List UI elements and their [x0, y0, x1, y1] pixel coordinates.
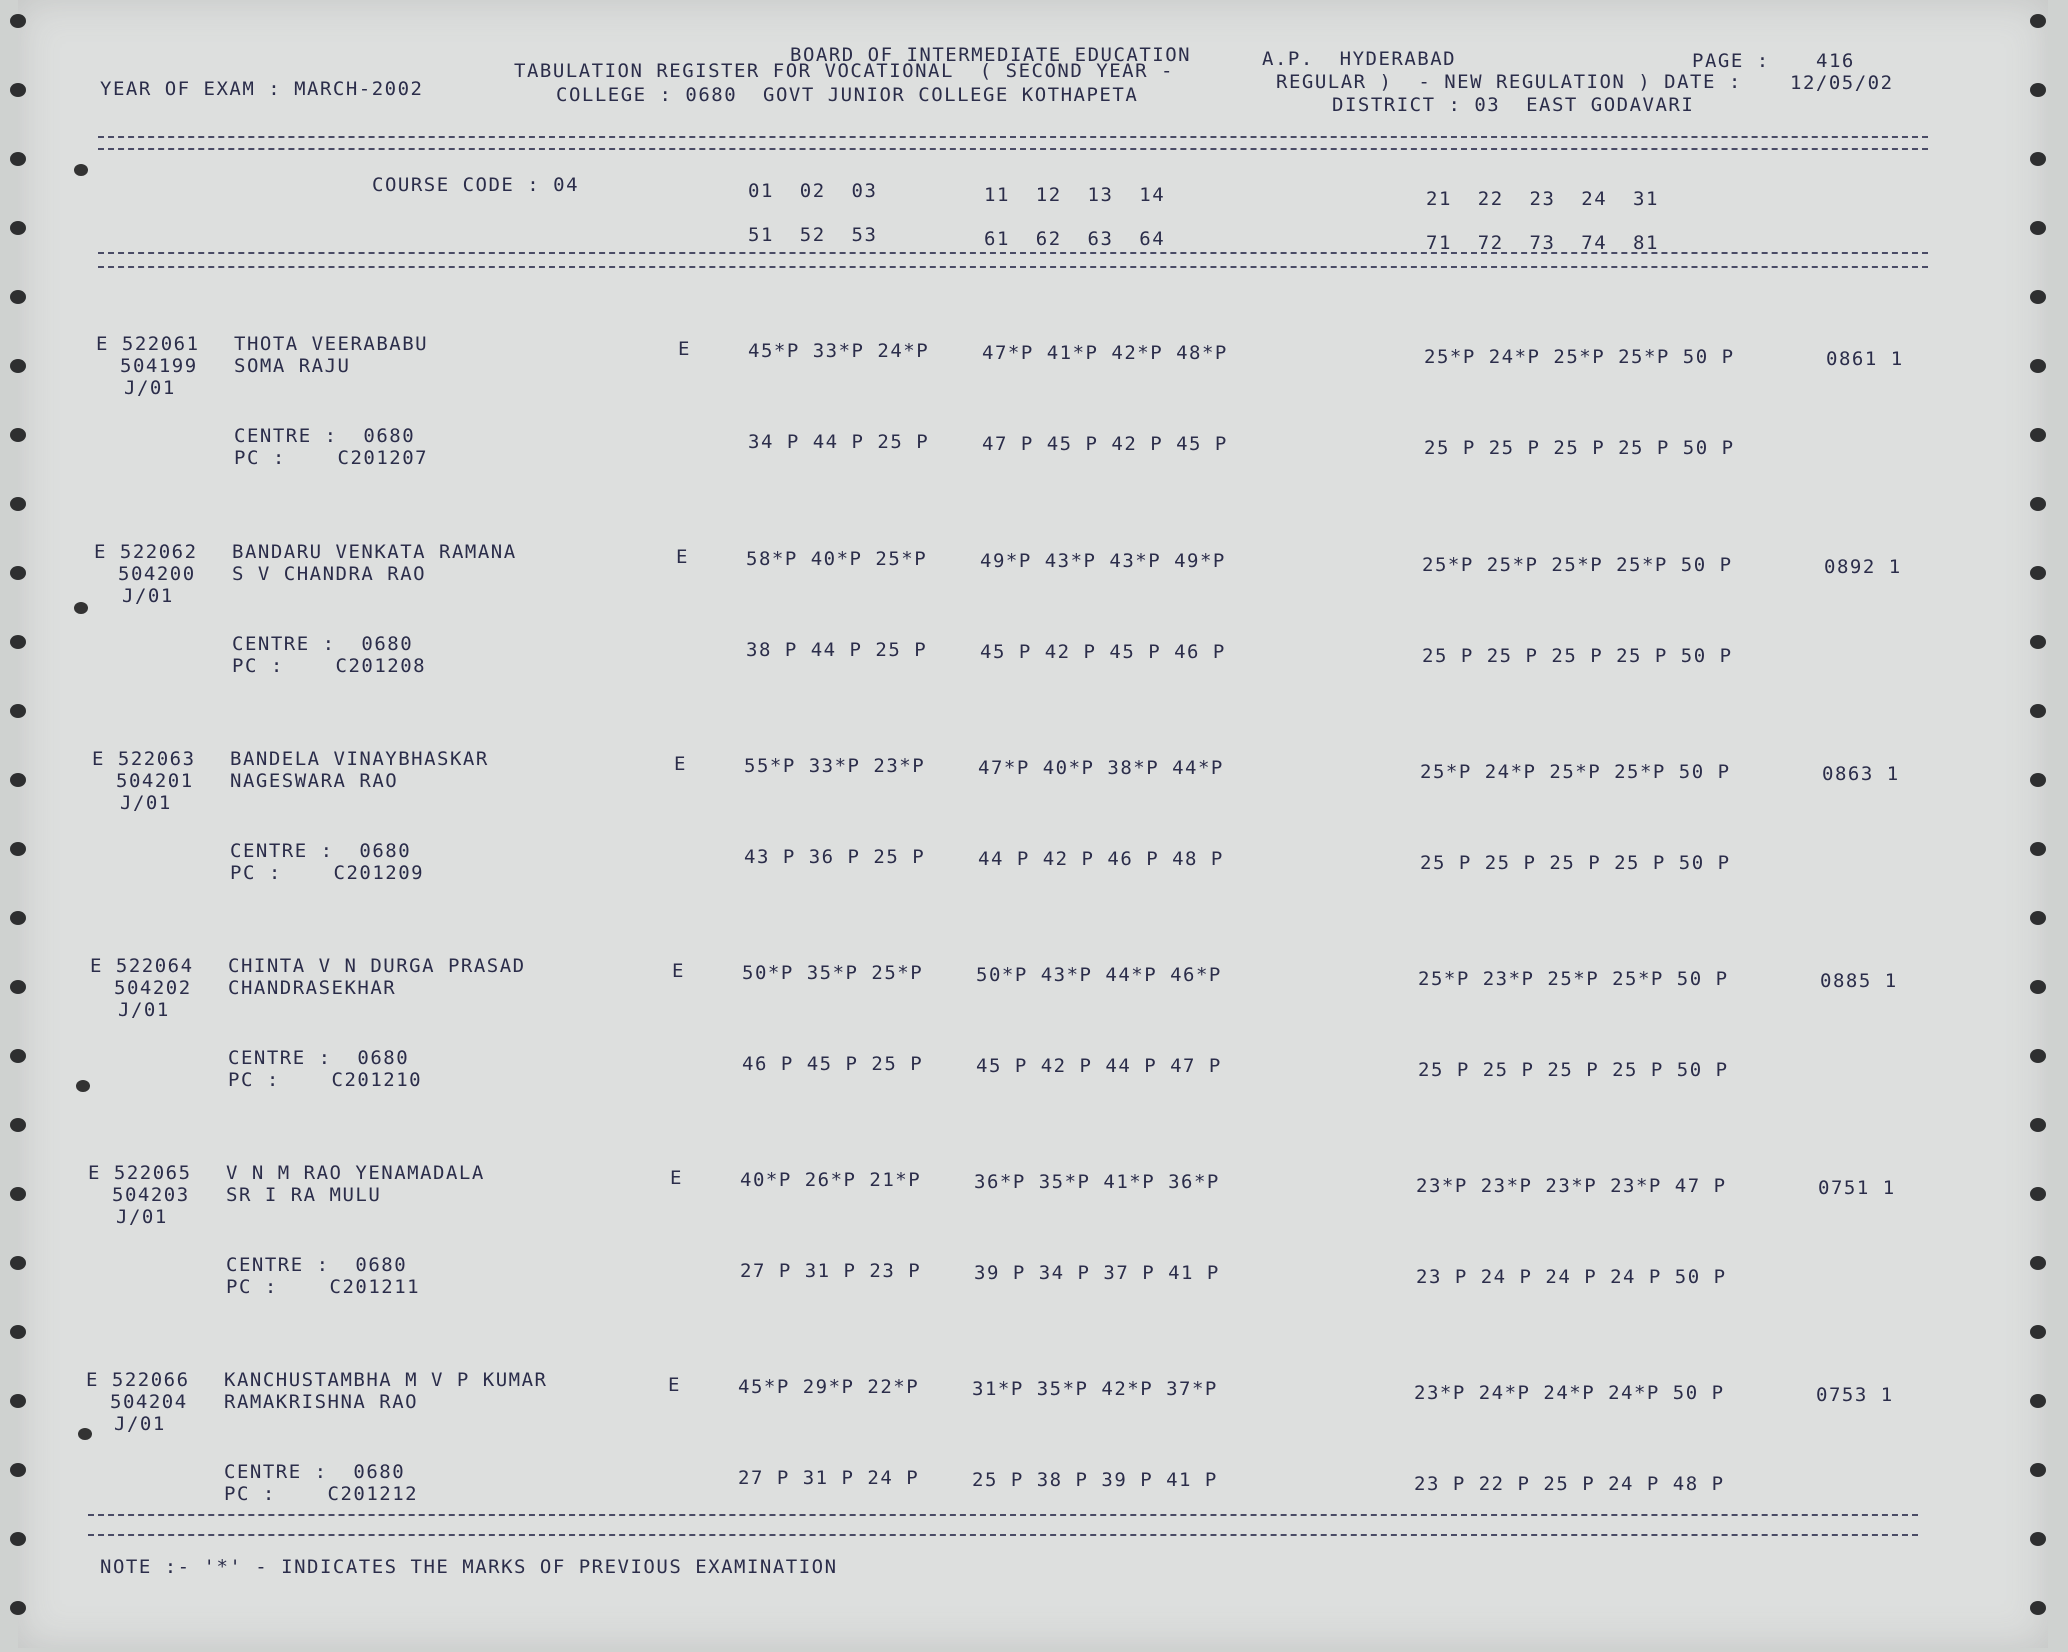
feed-hole — [2030, 221, 2046, 235]
hall-ticket: 504200 — [118, 563, 196, 585]
divider-line — [98, 148, 1928, 150]
group-code: J/01 — [116, 1206, 168, 1228]
feed-hole — [10, 14, 26, 28]
marks-group1: 45*P 29*P 22*P — [738, 1376, 920, 1398]
father-name: RAMAKRISHNA RAO — [224, 1391, 419, 1413]
column-codes-group1-bottom: 51 52 53 — [748, 224, 878, 246]
marks-group2-current: 45 P 42 P 44 P 47 P — [976, 1055, 1222, 1077]
marks-group2-current: 25 P 38 P 39 P 41 P — [972, 1469, 1218, 1491]
course-code: COURSE CODE : 04 — [372, 174, 580, 196]
student-name: CHINTA V N DURGA PRASAD — [228, 955, 526, 977]
marks-group3: 23*P 23*P 23*P 23*P 47 P — [1416, 1175, 1727, 1197]
student-name: THOTA VEERABABU — [234, 333, 429, 355]
pc-code: PC : C201208 — [232, 655, 427, 677]
feed-hole — [10, 1118, 26, 1132]
student-name: KANCHUSTAMBHA M V P KUMAR — [224, 1369, 548, 1391]
year-of-exam: YEAR OF EXAM : MARCH-2002 — [100, 78, 424, 100]
centre: CENTRE : 0680 — [224, 1461, 406, 1483]
reg-number: E 522062 — [94, 541, 198, 563]
feed-hole — [2030, 704, 2046, 718]
marks-group1-current: 38 P 44 P 25 P — [746, 639, 928, 661]
divider-line — [98, 136, 1928, 138]
marks-group2: 49*P 43*P 43*P 49*P — [980, 550, 1226, 572]
student-name: BANDARU VENKATA RAMANA — [232, 541, 517, 563]
total-result: 0751 1 — [1818, 1177, 1896, 1199]
feed-hole — [10, 1601, 26, 1615]
marks-group2-current: 39 P 34 P 37 P 41 P — [974, 1262, 1220, 1284]
total-result: 0892 1 — [1824, 556, 1902, 578]
feed-hole — [10, 290, 26, 304]
pc-code: PC : C201211 — [226, 1276, 421, 1298]
marks-group2: 31*P 35*P 42*P 37*P — [972, 1378, 1218, 1400]
ink-smudge — [78, 1428, 92, 1440]
medium: E — [672, 960, 685, 982]
centre: CENTRE : 0680 — [228, 1047, 410, 1069]
hall-ticket: 504203 — [112, 1184, 190, 1206]
feed-hole — [10, 1532, 26, 1546]
column-codes-group2-bottom: 61 62 63 64 — [984, 228, 1166, 250]
marks-group2: 47*P 41*P 42*P 48*P — [982, 342, 1228, 364]
ink-smudge — [76, 1080, 90, 1092]
feed-hole — [2030, 1532, 2046, 1546]
column-codes-group2-top: 11 12 13 14 — [984, 184, 1166, 206]
marks-group3-current: 25 P 25 P 25 P 25 P 50 P — [1418, 1059, 1729, 1081]
register-title: TABULATION REGISTER FOR VOCATIONAL ( SECOND YEAR - — [514, 60, 1174, 82]
marks-group1: 50*P 35*P 25*P — [742, 962, 924, 984]
feed-hole — [2030, 497, 2046, 511]
feed-hole — [2030, 1601, 2046, 1615]
divider-line — [88, 1514, 1918, 1516]
state-city: A.P. HYDERABAD — [1262, 48, 1457, 70]
student-name: BANDELA VINAYBHASKAR — [230, 748, 489, 770]
reg-number: E 522061 — [96, 333, 200, 355]
divider-line — [98, 252, 1928, 254]
hall-ticket: 504201 — [116, 770, 194, 792]
total-result: 0885 1 — [1820, 970, 1898, 992]
pc-code: PC : C201207 — [234, 447, 429, 469]
centre: CENTRE : 0680 — [234, 425, 416, 447]
group-code: J/01 — [120, 792, 172, 814]
marks-group2: 36*P 35*P 41*P 36*P — [974, 1171, 1220, 1193]
marks-group3: 25*P 25*P 25*P 25*P 50 P — [1422, 554, 1733, 576]
marks-group3-current: 25 P 25 P 25 P 25 P 50 P — [1424, 437, 1735, 459]
marks-group3-current: 25 P 25 P 25 P 25 P 50 P — [1422, 645, 1733, 667]
feed-hole — [2030, 290, 2046, 304]
marks-group1-current: 27 P 31 P 23 P — [740, 1260, 922, 1282]
board-title: BOARD OF INTERMEDIATE EDUCATION — [790, 44, 1192, 66]
marks-group3-current: 23 P 22 P 25 P 24 P 48 P — [1414, 1473, 1725, 1495]
marks-group3: 25*P 23*P 25*P 25*P 50 P — [1418, 968, 1729, 990]
footer-note: NOTE :- '*' - INDICATES THE MARKS OF PREVIOUS EXAMINATION — [100, 1556, 838, 1578]
feed-hole — [10, 911, 26, 925]
hall-ticket: 504204 — [110, 1391, 188, 1413]
father-name: NAGESWARA RAO — [230, 770, 399, 792]
student-record — [0, 333, 2068, 483]
print-date: 12/05/02 — [1790, 72, 1894, 94]
student-record — [0, 541, 2066, 691]
total-result: 0861 1 — [1826, 348, 1904, 370]
group-code: J/01 — [118, 999, 170, 1021]
column-codes-group3-top: 21 22 23 24 31 — [1426, 188, 1659, 210]
medium: E — [668, 1374, 681, 1396]
reg-number: E 522066 — [86, 1369, 190, 1391]
feed-hole — [10, 497, 26, 511]
marks-group1: 45*P 33*P 24*P — [748, 340, 930, 362]
group-code: J/01 — [124, 377, 176, 399]
father-name: SR I RA MULU — [226, 1184, 382, 1206]
marks-group2-current: 44 P 42 P 46 P 48 P — [978, 848, 1224, 870]
reg-number: E 522065 — [88, 1162, 192, 1184]
pc-code: PC : C201212 — [224, 1483, 419, 1505]
pc-code: PC : C201209 — [230, 862, 425, 884]
divider-line — [98, 266, 1928, 268]
marks-group2-current: 45 P 42 P 45 P 46 P — [980, 641, 1226, 663]
father-name: SOMA RAJU — [234, 355, 351, 377]
feed-hole — [2030, 911, 2046, 925]
student-name: V N M RAO YENAMADALA — [226, 1162, 485, 1184]
district: DISTRICT : 03 EAST GODAVARI — [1332, 94, 1695, 116]
group-code: J/01 — [122, 585, 174, 607]
father-name: S V CHANDRA RAO — [232, 563, 427, 585]
feed-hole — [2030, 152, 2046, 166]
feed-hole — [2030, 83, 2046, 97]
medium: E — [670, 1167, 683, 1189]
ink-smudge — [74, 602, 88, 614]
marks-group2-current: 47 P 45 P 42 P 45 P — [982, 433, 1228, 455]
column-codes-group1-top: 01 02 03 — [748, 180, 878, 202]
student-record — [0, 1162, 2060, 1312]
marks-group3: 25*P 24*P 25*P 25*P 50 P — [1420, 761, 1731, 783]
feed-hole — [2030, 14, 2046, 28]
feed-hole — [10, 704, 26, 718]
feed-hole — [2030, 1325, 2046, 1339]
feed-hole — [10, 1325, 26, 1339]
feed-hole — [10, 152, 26, 166]
marks-group1-current: 46 P 45 P 25 P — [742, 1053, 924, 1075]
page-number: 416 — [1816, 50, 1855, 72]
total-result: 0753 1 — [1816, 1384, 1894, 1406]
marks-group1-current: 43 P 36 P 25 P — [744, 846, 926, 868]
student-record — [0, 1369, 2058, 1519]
ink-smudge — [74, 164, 88, 176]
medium: E — [678, 338, 691, 360]
medium: E — [674, 753, 687, 775]
marks-group2: 50*P 43*P 44*P 46*P — [976, 964, 1222, 986]
marks-group1-current: 34 P 44 P 25 P — [748, 431, 930, 453]
reg-number: E 522063 — [92, 748, 196, 770]
marks-group3: 25*P 24*P 25*P 25*P 50 P — [1424, 346, 1735, 368]
marks-group1: 55*P 33*P 23*P — [744, 755, 926, 777]
regulation: REGULAR ) - NEW REGULATION ) DATE : — [1276, 71, 1742, 93]
marks-group3: 23*P 24*P 24*P 24*P 50 P — [1414, 1382, 1725, 1404]
group-code: J/01 — [114, 1413, 166, 1435]
college: COLLEGE : 0680 GOVT JUNIOR COLLEGE KOTHAPETA — [556, 84, 1139, 106]
feed-hole — [10, 83, 26, 97]
feed-hole — [10, 221, 26, 235]
medium: E — [676, 546, 689, 568]
column-codes-group3-bottom: 71 72 73 74 81 — [1426, 232, 1659, 254]
hall-ticket: 504202 — [114, 977, 192, 999]
centre: CENTRE : 0680 — [232, 633, 414, 655]
feed-hole — [2030, 1118, 2046, 1132]
father-name: CHANDRASEKHAR — [228, 977, 397, 999]
reg-number: E 522064 — [90, 955, 194, 977]
pc-code: PC : C201210 — [228, 1069, 423, 1091]
student-record — [0, 955, 2062, 1105]
marks-group1-current: 27 P 31 P 24 P — [738, 1467, 920, 1489]
marks-group1: 40*P 26*P 21*P — [740, 1169, 922, 1191]
centre: CENTRE : 0680 — [230, 840, 412, 862]
student-record — [0, 748, 2064, 898]
marks-group1: 58*P 40*P 25*P — [746, 548, 928, 570]
total-result: 0863 1 — [1822, 763, 1900, 785]
marks-group2: 47*P 40*P 38*P 44*P — [978, 757, 1224, 779]
hall-ticket: 504199 — [120, 355, 198, 377]
divider-line — [88, 1534, 1918, 1536]
marks-group3-current: 25 P 25 P 25 P 25 P 50 P — [1420, 852, 1731, 874]
marks-group3-current: 23 P 24 P 24 P 24 P 50 P — [1416, 1266, 1727, 1288]
page-label: PAGE : — [1692, 50, 1770, 72]
centre: CENTRE : 0680 — [226, 1254, 408, 1276]
